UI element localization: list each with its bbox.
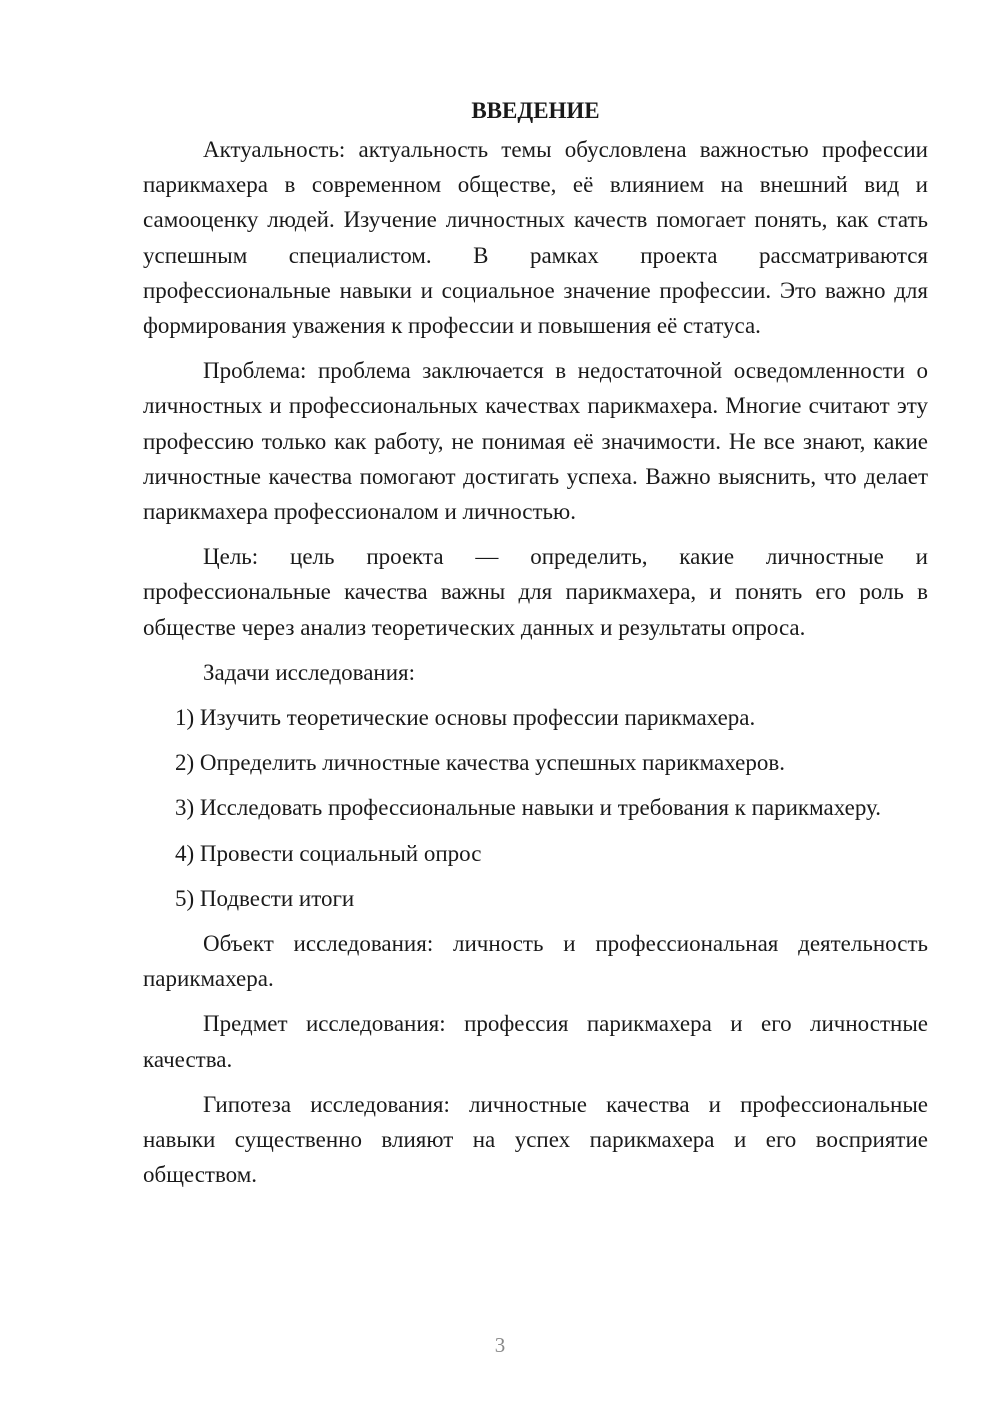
document-page <box>143 93 928 1202</box>
list-item: 5) Подвести итоги <box>175 885 355 911</box>
paragraph-relevance: Актуальность: актуальность темы обусловлена важностью профессии парикмахера в современном обществе, её влиянием на внешний вид и самооценку людей. Изучение личностных качеств помогает понять, как стать успешным специалистом. В рамках проекта рассматриваются профессиональные навыки и социальное значение профессии. Это важно для формирования уважения к профессии и повышения её статуса. <box>143 137 928 339</box>
list-item: 2) Определить личностные качества успешных парикмахеров. <box>175 750 785 776</box>
paragraph-problem: Проблема: проблема заключается в недостаточной осведомленности о личностных и профессиональных качествах парикмахера. Многие считают эту профессию только как работу, не понимая её значимости. Не все знают, какие личностные качества помогают достигать успеха. Важно выяснить, что делает парикмахера профессионалом и личностью. <box>143 358 928 525</box>
page-number: 3 <box>494 1333 506 1357</box>
paragraph-subject: Предмет исследования: профессия парикмахера и его личностные качества. <box>143 1011 928 1072</box>
paragraph-object: Объект исследования: личность и профессиональная деятельность парикмахера. <box>143 931 928 992</box>
tasks-list <box>143 700 928 916</box>
list-item: 1) Изучить теоретические основы профессии парикмахера. <box>175 705 756 731</box>
paragraph-goal: Цель: цель проекта — определить, какие личностные и профессиональные качества важны для парикмахера, и понять его роль в обществе через анализ теоретических данных и результаты опроса. <box>143 544 928 640</box>
list-item: 3) Исследовать профессиональные навыки и требования к парикмахеру. <box>175 795 881 821</box>
paragraph-tasks-title: Задачи исследования: <box>203 659 416 685</box>
paragraph-hypothesis: Гипотеза исследования: личностные качества и профессиональные навыки существенно влияют на успех парикмахера и его восприятие обществом. <box>143 1091 928 1188</box>
section-heading: ВВЕДЕНИЕ <box>471 98 600 123</box>
list-item: 4) Провести социальный опрос <box>175 840 482 866</box>
